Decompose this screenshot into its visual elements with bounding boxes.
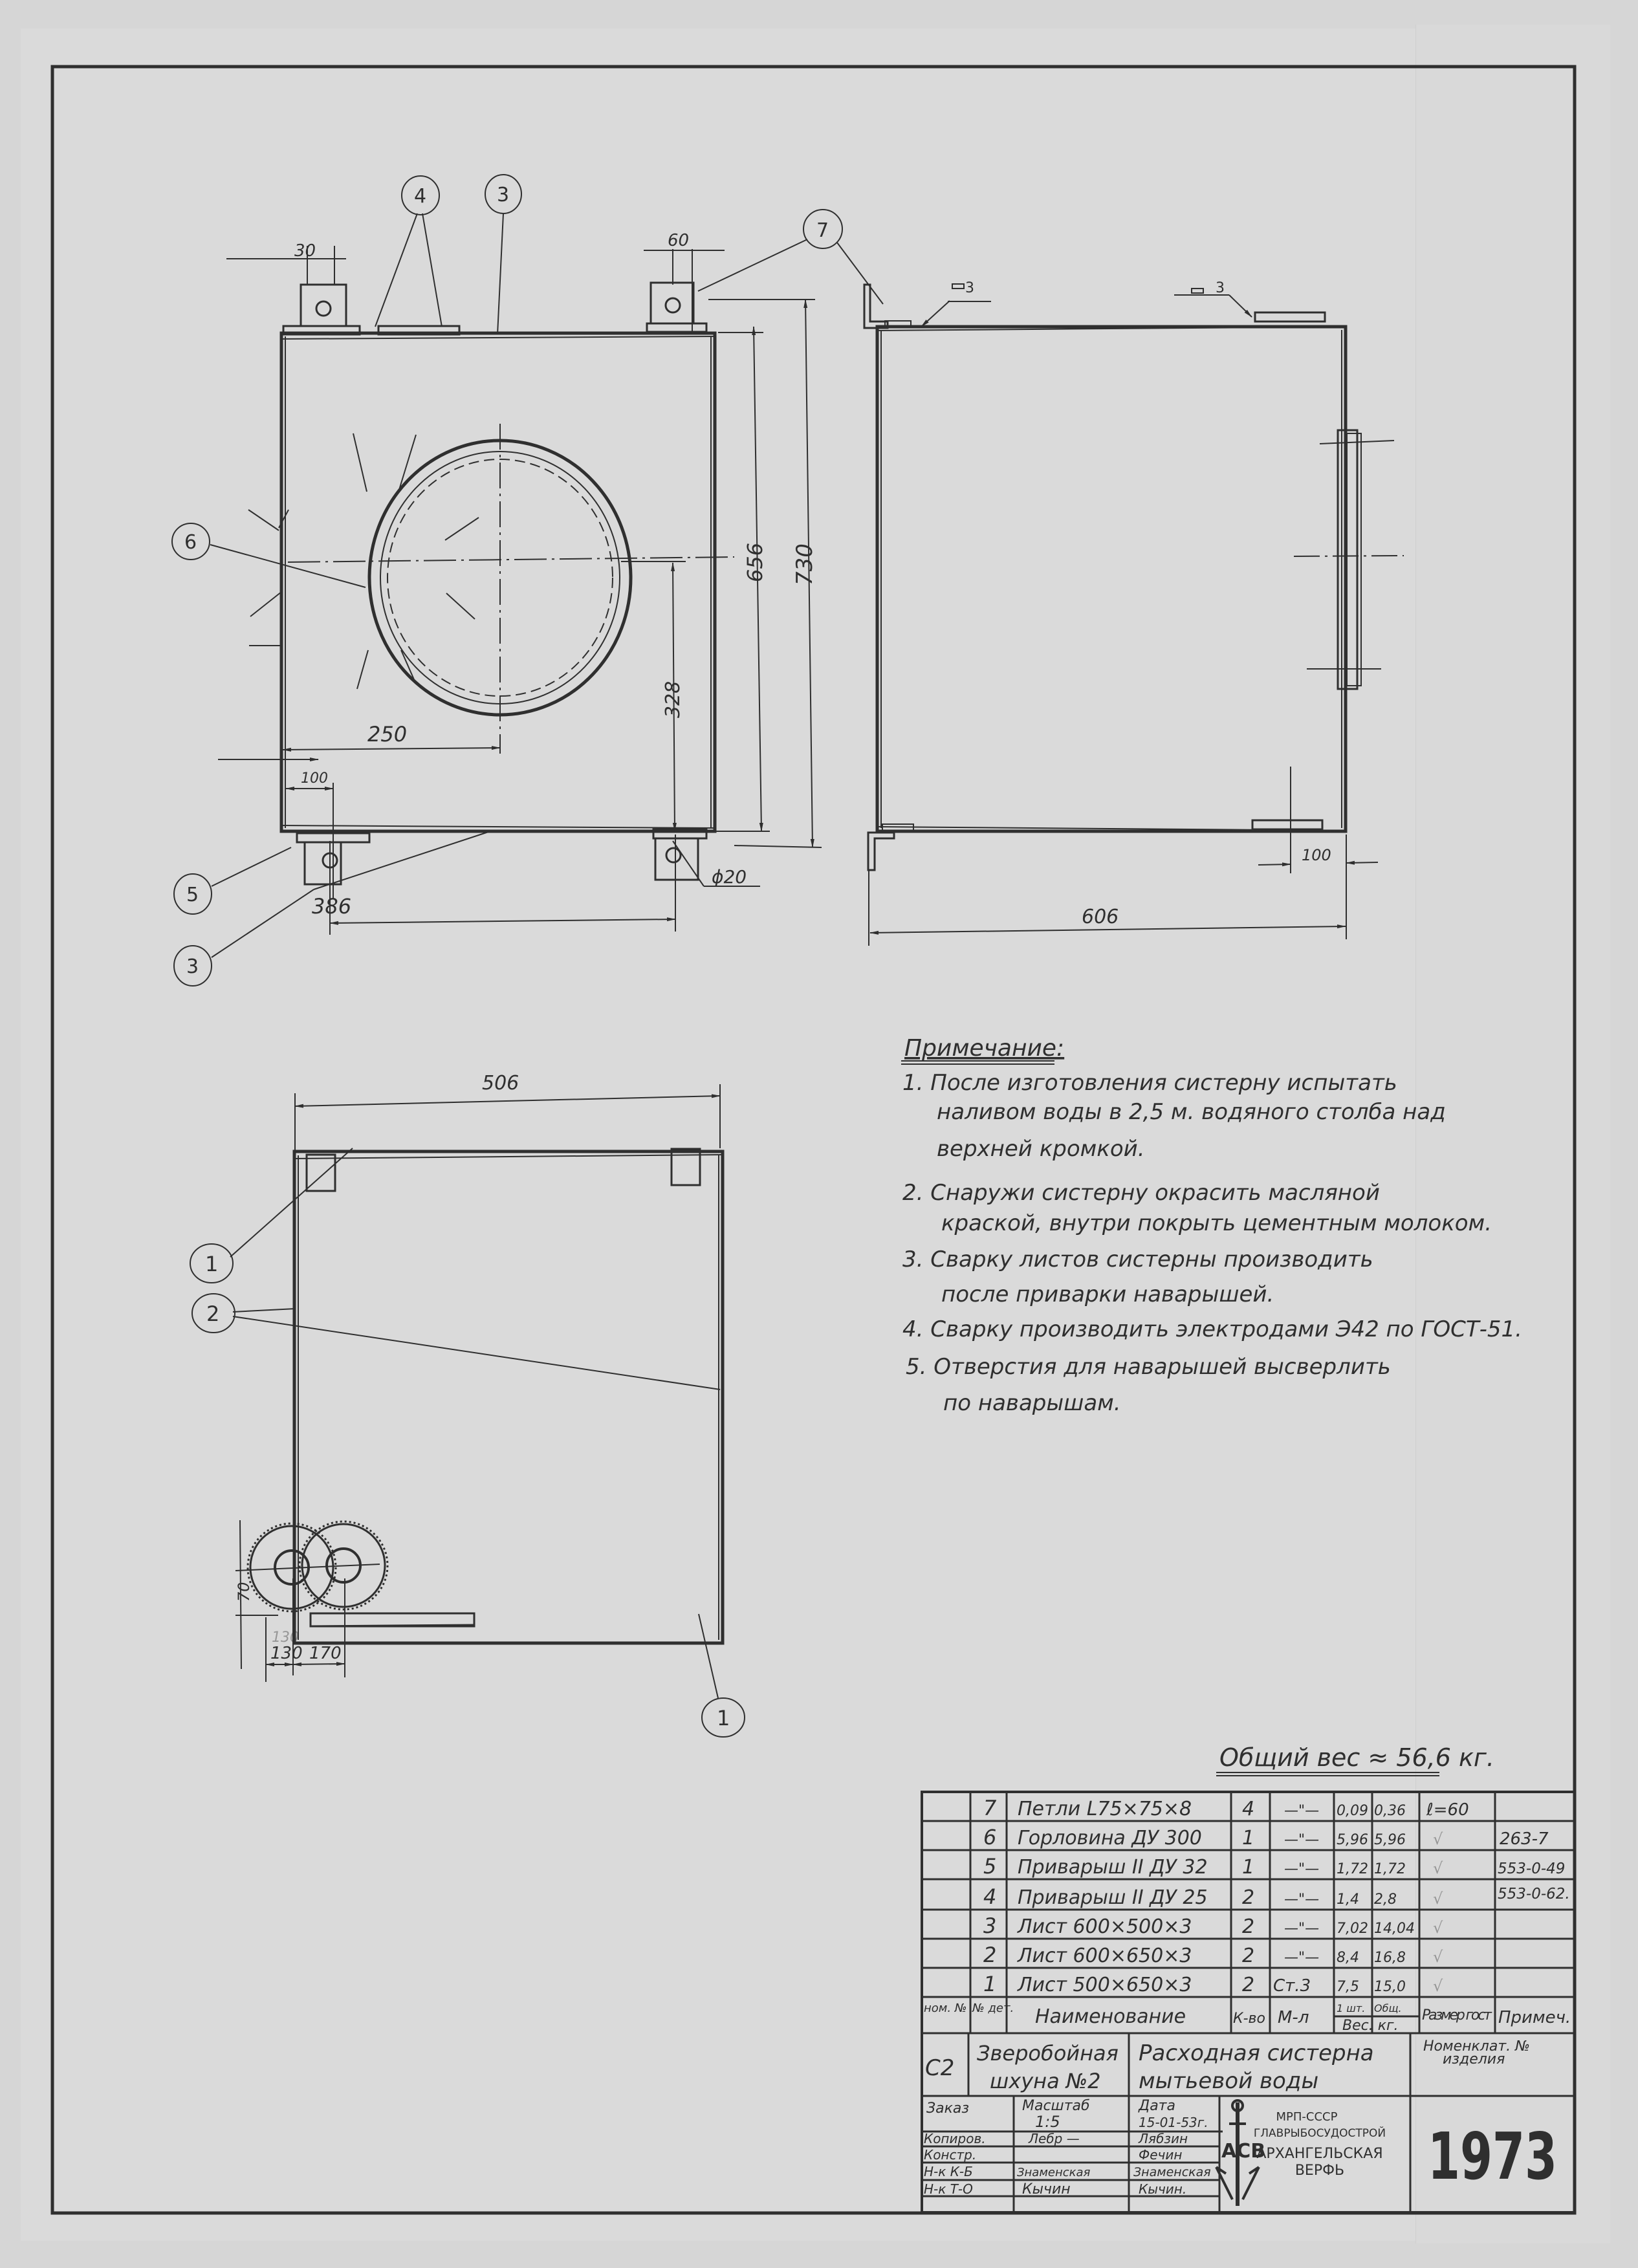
dim-lug-width-left: 30 (294, 241, 316, 261)
callout-1-top: 1 (205, 1252, 219, 1276)
logo-text: АСВ (1221, 2140, 1266, 2163)
date-label: Дата (1139, 2098, 1175, 2114)
role-head-kb: Н-к К-Б (924, 2164, 973, 2179)
dim-height-inner: 656 (743, 542, 767, 582)
org-line-1: МРП-СССР (1276, 2110, 1338, 2124)
svg-text:—"—: —"— (1284, 1921, 1320, 1937)
name-copy: Лябзин (1139, 2131, 1188, 2146)
callout-7: 7 (816, 219, 829, 242)
notes-title: Примечание: (904, 1035, 1065, 1062)
note-line-6: 3. Сварку листов систерны производить (902, 1247, 1373, 1272)
header-weight-unit: 1 шт. (1337, 2002, 1366, 2014)
note-line-9: 5. Отверстия для наварышей высверлить (906, 1354, 1391, 1380)
svg-text:5,96: 5,96 (1374, 1832, 1406, 1848)
header-nom-no: ном. № (924, 2001, 967, 2015)
svg-text:4: 4 (983, 1884, 997, 1909)
table-row (983, 1854, 1565, 1879)
title-line-2: мытьевой воды (1139, 2068, 1319, 2094)
dim-side-lug-offset: 100 (1302, 846, 1331, 864)
order-label: Заказ (926, 2100, 970, 2117)
header-weight-label: Вес. кг. (1342, 2018, 1399, 2034)
note-line-4: 2. Снаружи систерну окрасить масляной (902, 1180, 1380, 1206)
svg-text:2: 2 (1242, 1945, 1255, 1967)
svg-text:15,0: 15,0 (1374, 1979, 1406, 1995)
svg-text:—"—: —"— (1284, 1892, 1320, 1908)
svg-text:Петли L75×75×8: Петли L75×75×8 (1018, 1798, 1192, 1820)
signature-head-to: Кычин (1022, 2181, 1071, 2197)
table-row (983, 1914, 1443, 1938)
svg-text:Приварыш II ДУ 25: Приварыш II ДУ 25 (1018, 1886, 1208, 1909)
note-line-8: 4. Сварку производить электродами Э42 по ГОСТ-51. (902, 1316, 1522, 1342)
dim-neck-center-y: 328 (662, 681, 684, 718)
svg-text:—"—: —"— (1284, 1861, 1320, 1877)
svg-text:—"—: —"— (1284, 1950, 1320, 1966)
svg-text:Ст.3: Ст.3 (1273, 1976, 1311, 1996)
header-note: Примеч. (1498, 2008, 1571, 2027)
total-weight: Общий вес ≈ 56,6 кг. (1219, 1743, 1494, 1772)
svg-text:—"—: —"— (1284, 1803, 1320, 1819)
notes-block (901, 1035, 1522, 1416)
svg-text:3: 3 (983, 1914, 997, 1938)
side-view (864, 280, 1404, 946)
role-head-to: Н-к Т-О (924, 2181, 973, 2197)
dim-height-outer: 730 (792, 543, 818, 585)
table-row (983, 1943, 1443, 1967)
svg-text:1: 1 (983, 1972, 997, 1996)
nomenclature-label-1: Номенклат. № (1423, 2038, 1531, 2055)
callout-1-bottom: 1 (717, 1706, 730, 1730)
spec-table-rows (924, 1796, 1571, 2034)
name-head-kb: Знаменская (1133, 2165, 1211, 2179)
svg-text:√: √ (1433, 1859, 1443, 1877)
svg-text:ℓ=60: ℓ=60 (1426, 1800, 1469, 1820)
svg-text:7,5: 7,5 (1337, 1979, 1359, 1995)
svg-text:14,04: 14,04 (1374, 1921, 1415, 1937)
org-line-2: ГЛАВРЫБОСУДОСТРОЙ (1253, 2127, 1386, 2140)
svg-text:—"—: —"— (1284, 1832, 1320, 1848)
svg-text:6: 6 (983, 1825, 997, 1849)
dim-lug-offset: 100 (301, 770, 328, 787)
svg-text:1,72: 1,72 (1337, 1861, 1368, 1877)
dim-lug-width-right: 60 (668, 231, 690, 250)
svg-text:2: 2 (1242, 1886, 1255, 1909)
dim-nozzle1-x-ghost: 130 (272, 1630, 299, 1646)
svg-text:1,4: 1,4 (1337, 1892, 1359, 1908)
svg-text:2: 2 (1242, 1915, 1255, 1938)
role-design: Констр. (924, 2147, 977, 2163)
callout-6: 6 (184, 531, 197, 554)
svg-text:4: 4 (1242, 1798, 1255, 1820)
svg-text:1: 1 (1242, 1856, 1255, 1879)
note-line-1: 1. После изготовления систерну испытать (902, 1070, 1397, 1096)
table-row (983, 1972, 1443, 1996)
drawing-number: 1973 (1428, 2119, 1557, 2194)
org-line-4: ВЕРФЬ (1294, 2163, 1345, 2179)
signature-copy: Лебр — (1029, 2131, 1080, 2146)
dim-neck-center-x: 250 (367, 722, 408, 747)
svg-text:8,4: 8,4 (1337, 1950, 1359, 1966)
svg-text:2,8: 2,8 (1374, 1892, 1397, 1908)
code: С2 (925, 2055, 955, 2081)
svg-text:2: 2 (983, 1943, 997, 1967)
dim-nozzle1-x: 130 (270, 1644, 303, 1663)
name-head-to: Кычин. (1139, 2181, 1187, 2197)
svg-text:1: 1 (1242, 1827, 1255, 1849)
svg-text:2: 2 (1242, 1974, 1255, 1996)
svg-text:263-7: 263-7 (1500, 1829, 1549, 1849)
table-row (983, 1825, 1549, 1849)
table-header (924, 2001, 1571, 2034)
header-material: М-л (1278, 2008, 1309, 2027)
dim-nozzle-offset: 70 (235, 1582, 253, 1602)
title-line-1: Расходная систерна (1139, 2040, 1374, 2066)
note-line-10: по наварышам. (943, 1390, 1121, 1416)
svg-text:Лист 500×650×3: Лист 500×650×3 (1018, 1974, 1192, 1996)
svg-text:0,09: 0,09 (1337, 1803, 1368, 1819)
callout-3-top: 3 (497, 184, 510, 206)
svg-text:7,02: 7,02 (1337, 1921, 1368, 1937)
date-value: 15-01-53г. (1139, 2115, 1208, 2130)
note-line-7: после приварки наварышей. (941, 1281, 1274, 1307)
plan-view (190, 1072, 745, 1737)
scale-label: Масштаб (1022, 2098, 1090, 2114)
header-name: Наименование (1035, 2005, 1186, 2028)
svg-text:Лист 600×500×3: Лист 600×500×3 (1018, 1915, 1192, 1938)
weld-mark-right: 3 (1216, 280, 1225, 296)
svg-text:16,8: 16,8 (1374, 1950, 1406, 1966)
svg-text:√: √ (1433, 1977, 1443, 1995)
header-qty: К-во (1233, 2011, 1265, 2027)
weld-mark-left: 3 (965, 280, 974, 296)
svg-text:0,36: 0,36 (1374, 1803, 1406, 1819)
svg-text:Лист 600×650×3: Лист 600×650×3 (1018, 1945, 1192, 1967)
dim-lug-spacing: 386 (312, 894, 352, 919)
name-design: Фечин (1139, 2147, 1183, 2163)
header-weight-total: Общ. (1374, 2002, 1402, 2014)
signature-head-kb: Знаменская (1017, 2166, 1091, 2179)
note-line-3: верхней кромкой. (937, 1136, 1145, 1162)
header-part-no: № дет. (972, 2001, 1014, 2015)
table-row (983, 1884, 1570, 1909)
svg-text:5,96: 5,96 (1337, 1832, 1368, 1848)
callout-5: 5 (186, 884, 199, 906)
header-size-gost: Размер гост (1422, 2007, 1492, 2023)
svg-text:√: √ (1433, 1919, 1443, 1937)
svg-text:7: 7 (983, 1796, 997, 1820)
table-row (983, 1796, 1469, 1820)
dim-side-width: 606 (1082, 906, 1119, 928)
scale-value: 1:5 (1035, 2113, 1060, 2131)
front-view (172, 175, 883, 986)
vessel-line-1: Зверобойная (977, 2041, 1119, 2066)
note-line-2: наливом воды в 2,5 м. водяного столба над (937, 1099, 1446, 1125)
callout-4: 4 (414, 185, 427, 208)
svg-text:1,72: 1,72 (1374, 1861, 1406, 1877)
org-line-3: АРХАНГЕЛЬСКАЯ (1256, 2146, 1383, 2162)
svg-text:5: 5 (983, 1854, 997, 1879)
svg-text:Горловина ДУ 300: Горловина ДУ 300 (1018, 1827, 1202, 1849)
callout-2: 2 (206, 1302, 220, 1326)
svg-text:553-0-62.: 553-0-62. (1498, 1886, 1570, 1903)
svg-text:Приварыш II ДУ 32: Приварыш II ДУ 32 (1018, 1856, 1208, 1879)
svg-text:√: √ (1433, 1830, 1443, 1848)
dim-plan-width: 506 (482, 1072, 519, 1095)
callout-3-bottom: 3 (186, 955, 199, 978)
dim-hole-diameter: ϕ20 (712, 866, 747, 888)
role-copy: Копиров. (924, 2131, 986, 2146)
svg-text:√: √ (1433, 1948, 1443, 1966)
svg-text:√: √ (1433, 1890, 1443, 1908)
svg-text:553-0-49: 553-0-49 (1498, 1860, 1566, 1877)
dim-nozzle-spacing: 170 (309, 1644, 342, 1663)
note-line-5: краской, внутри покрыть цементным молоком. (941, 1210, 1492, 1236)
vessel-line-2: шхуна №2 (990, 2069, 1101, 2093)
nomenclature-label-2: изделия (1443, 2051, 1505, 2067)
